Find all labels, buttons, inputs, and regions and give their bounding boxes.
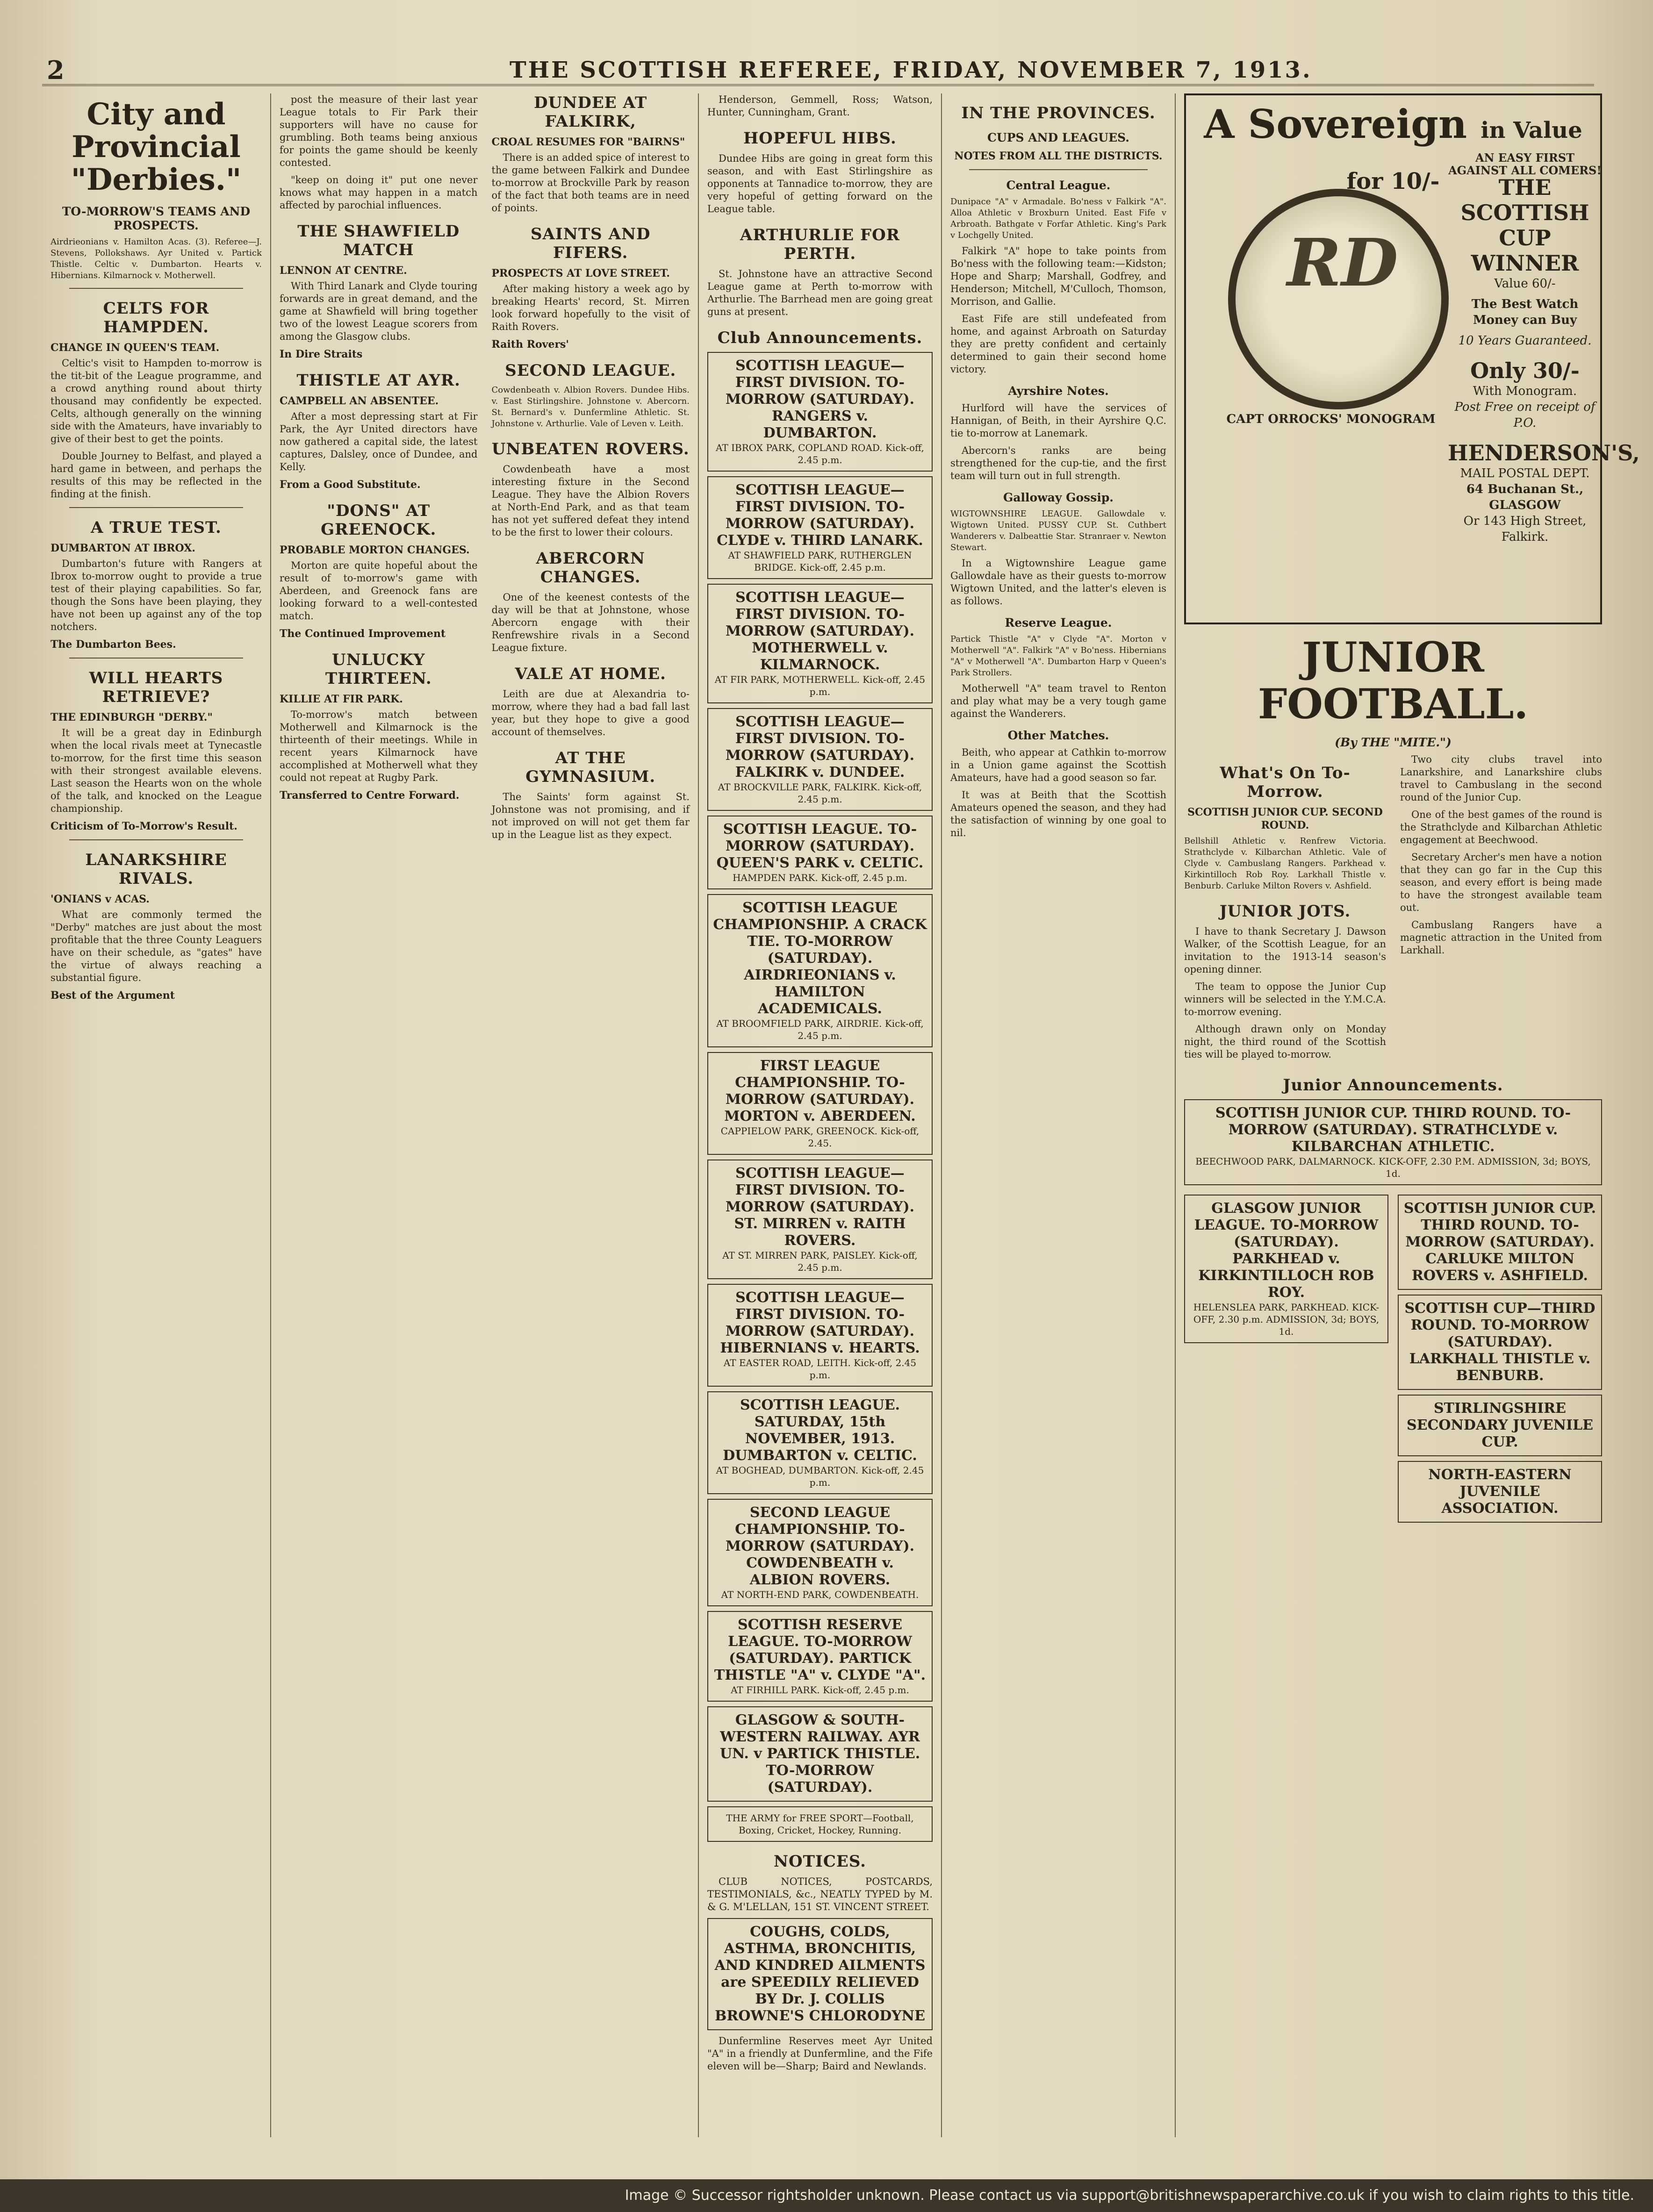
junior-announcement: [1398, 1395, 1602, 1456]
article-heading: THE SHAWFIELD MATCH: [297, 222, 460, 259]
announcement-venue: AT FIRHILL PARK. Kick-off, 2.45 p.m.: [731, 1684, 909, 1696]
article-paragraph: Dundee Hibs are going in great form this season, and with East Stirlingshire as opponents at Tannadice to-morrow, they are very hopeful of getting forward on the League table.: [707, 153, 933, 215]
advert-headline: A Sovereign: [1204, 101, 1467, 147]
article-heading: Reserve League.: [1005, 616, 1112, 630]
article-subheading: CHANGE IN QUEEN'S TEAM.: [50, 342, 220, 354]
article-heading: VALE AT HOME.: [515, 665, 667, 683]
announcement-title: NORTH-EASTERN JUVENILE ASSOCIATION.: [1428, 1467, 1572, 1517]
junior-football-heading: JUNIOR FOOTBALL.: [1258, 633, 1529, 728]
divider: [969, 169, 1148, 170]
section-subheading: CUPS AND LEAGUES.: [987, 131, 1129, 144]
article-paragraph: Beith, who appear at Cathkin to-morrow in a Union game against the Scottish Amateurs, have had a good season so far.: [950, 747, 1166, 783]
advert-monogram: With Monogram.: [1473, 384, 1577, 398]
announcement-title: SCOTTISH LEAGUE—FIRST DIVISION. TO-MORROW (SATURDAY). CLYDE v. THIRD LANARK.: [717, 482, 923, 549]
advert-address: 64 Buchanan St., GLASGOW: [1466, 482, 1584, 512]
article-paragraph: In a Wigtownshire League game Gallowdale have as their guests to-morrow Wigtown United, and the latter's eleven is as follows.: [950, 558, 1166, 607]
junior-notes-column: [1400, 753, 1602, 1066]
article-paragraph: One of the best games of the round is the Strathclyde and Kilbarchan Athletic engagement at Beechwood.: [1400, 809, 1602, 845]
article-paragraph: Secretary Archer's men have a notion that they can go far in the Cup this season, and every effort is being made to have the strongest available team out.: [1400, 852, 1602, 913]
article-paragraph: The team to oppose the Junior Cup winners will be selected in the Y.M.C.A. to-morrow evening.: [1184, 981, 1386, 1017]
article-heading: Other Matches.: [1007, 729, 1109, 742]
advert-best: The Best Watch Money can Buy: [1471, 297, 1579, 327]
article-paragraph: Morton are quite hopeful about the result of to-morrow's game with Aberdeen, and Greenock fans are looking forward to a well-contested match.: [280, 560, 478, 622]
article-subheading: LENNON AT CENTRE.: [280, 265, 407, 277]
announcement-title: STIRLINGSHIRE SECONDARY JUVENILE CUP.: [1406, 1400, 1594, 1450]
announcement-title: GLASGOW & SOUTH-WESTERN RAILWAY. AYR UN. v PARTICK THISTLE. TO-MORROW (SATURDAY).: [719, 1712, 920, 1796]
article-paragraph: Falkirk "A" hope to take points from Bo'ness with the following team:—Kidston; Hope and Sharp; Marshall, Godfrey, and Henderson; Mitchell, M'Culloch, Thomson, Morrison, and Gallie.: [950, 245, 1166, 307]
article-heading: LANARKSHIRE RIVALS.: [85, 851, 227, 888]
notices-text: CLUB NOTICES, POSTCARDS, TESTIMONIALS, &c., NEATLY TYPED by M. & G. M'LELLAN, 151 ST. VINCENT STREET.: [707, 1876, 933, 1912]
article-paragraph: Double Journey to Belfast, and played a hard game in between, and perhaps the results of this may be reflected in the finding at the finish.: [50, 451, 262, 500]
advert-cup: THE SCOTTISH CUP WINNER: [1460, 175, 1589, 276]
announcement-venue: AT EASTER ROAD, LEITH. Kick-off, 2.45 p.m.: [723, 1357, 917, 1381]
article-paragraph: East Fife are still undefeated from home, and against Arbroath on Saturday they are pretty confident and certainly determined to gain their second home victory.: [950, 313, 1166, 375]
article-paragraph: One of the keenest contests of the day will be that at Johnstone, whose Abercorn engage with their Renfrewshire rivals in a Second League fixture.: [491, 592, 690, 653]
advert-caption: CAPT ORROCKS' MONOGRAM: [1226, 412, 1436, 426]
announcement-title: GLASGOW JUNIOR LEAGUE. TO-MORROW (SATURDAY). PARKHEAD v. KIRKINTILLOCH ROB ROY.: [1194, 1200, 1379, 1301]
article-heading: HOPEFUL HIBS.: [743, 129, 897, 148]
advert-guarantee: 10 Years Guaranteed.: [1458, 334, 1592, 348]
article-subheading: KILLIE AT FIR PARK.: [280, 693, 403, 705]
article-subheading: CAMPBELL AN ABSENTEE.: [280, 395, 439, 407]
article-paragraph: It was at Beith that the Scottish Amateurs opened the season, and they had the satisfaction of winning by one goal to nil.: [950, 789, 1166, 838]
article-subheading: CROAL RESUMES FOR "BAIRNS": [491, 136, 685, 148]
article-heading: DUNDEE AT FALKIRK,: [534, 93, 647, 131]
announcement-venue: AT IBROX PARK, COPLAND ROAD. Kick-off, 2.45 p.m.: [716, 442, 924, 465]
army-advert: [707, 1806, 933, 1842]
whats-on-heading: What's On To-Morrow.: [1220, 764, 1351, 801]
column-2-flow: [280, 93, 690, 2137]
column-5: [1176, 93, 1640, 2137]
article-paragraph: Celtic's visit to Hampden to-morrow is the tit-bit of the League programme, and a crowd anything round about thirty thousand may confidently be expected. Celts, although generally on the winning side with the Amateurs, have invariably to give of their best to get the points.: [50, 358, 262, 444]
article-crosshead: The Continued Improvement: [280, 628, 446, 640]
announcement-title: SCOTTISH JUNIOR CUP. THIRD ROUND. TO-MORROW (SATURDAY). STRATHCLYDE v. KILBARCHAN ATHLETIC.: [1215, 1105, 1571, 1155]
fixtures-list: Dunipace "A" v Armadale. Bo'ness v Falkirk "A". Alloa Athletic v Broxburn United. East Fife v Arbroath. Bathgate v Forfar Athletic. King's Park v Lochgelly United.: [950, 197, 1166, 240]
junior-announcements-heading: Junior Announcements.: [1283, 1076, 1503, 1095]
masthead: [42, 51, 1594, 86]
junior-columns: [1184, 753, 1602, 1066]
club-announcement: [707, 816, 933, 889]
club-announcement: [707, 352, 933, 472]
club-announcement: [707, 1052, 933, 1155]
article-crosshead: From a Good Substitute.: [280, 479, 421, 491]
announcement-title: SCOTTISH LEAGUE—FIRST DIVISION. TO-MORROW (SATURDAY). HIBERNIANS v. HEARTS.: [720, 1289, 920, 1356]
notices-heading: NOTICES.: [773, 1852, 867, 1871]
announcement-venue: HAMPDEN PARK. Kick-off, 2.45 p.m.: [733, 872, 907, 883]
sovereign-watch-advert: [1184, 93, 1640, 624]
article-crosshead: Best of the Argument: [50, 989, 175, 1002]
announcements-heading: Club Announcements.: [717, 329, 923, 347]
article-paragraph: After making history a week ago by breaking Hearts' record, St. Mirren look forward hopefully to the visit of Raith Rovers.: [491, 283, 690, 332]
column-3: [699, 93, 942, 2137]
junior-byline: (By THE "MITE."): [1335, 736, 1452, 749]
announcement-venue: HELENSLEA PARK, PARKHEAD. KICK-OFF, 2.30 p.m. ADMISSION, 3d; BOYS, 1d.: [1193, 1302, 1380, 1337]
announcement-title: SECOND LEAGUE CHAMPIONSHIP. TO-MORROW (SATURDAY). COWDENBEATH v. ALBION ROVERS.: [725, 1504, 915, 1588]
announcement-title: SCOTTISH LEAGUE CHAMPIONSHIP. A CRACK TIE. TO-MORROW (SATURDAY). AIRDRIEONIANS v. HAMILTON ACADEMICALS.: [713, 900, 927, 1017]
whats-on-subheading: SCOTTISH JUNIOR CUP. SECOND ROUND.: [1187, 806, 1383, 831]
article-heading: Central League.: [1006, 179, 1111, 192]
announcement-title: SCOTTISH LEAGUE—FIRST DIVISION. TO-MORROW (SATURDAY). ST. MIRREN v. RAITH ROVERS.: [725, 1165, 915, 1249]
article-subheading: PROBABLE MORTON CHANGES.: [280, 544, 470, 556]
advert-shop: HENDERSON'S,: [1448, 440, 1640, 465]
announcement-venue: CAPPIELOW PARK, GREENOCK. Kick-off, 2.45.: [720, 1125, 920, 1149]
article-heading: ABERCORN CHANGES.: [536, 549, 645, 587]
pocket-watch-icon: [1228, 189, 1449, 409]
advert-side-text: [1448, 175, 1640, 545]
announcement-venue: AT BOGHEAD, DUMBARTON. Kick-off, 2.45 p.m.: [716, 1465, 924, 1488]
article-paragraph: Abercorn's ranks are being strengthened for the cup-tie, and the first team will turn out in full strength.: [950, 445, 1166, 481]
masthead-title: THE SCOTTISH REFEREE, FRIDAY, NOVEMBER 7, 1913.: [510, 57, 1312, 83]
page-number: 2: [47, 55, 65, 85]
article-crosshead: The Dumbarton Bees.: [50, 638, 176, 651]
fixtures-list: Bellshill Athletic v. Renfrew Victoria. Strathclyde v. Kilbarchan Athletic. Vale of Clyde v. Cambuslang Rangers. Parkhead v. Kirkintilloch Rob Roy. Larkhall Thistle v. Benburb. Carluke Milton Rovers v. Ashfield.: [1184, 836, 1386, 891]
announcement-venue: AT NORTH-END PARK, COWDENBEATH.: [721, 1589, 919, 1600]
article-paragraph: With Third Lanark and Clyde touring forwards are in great demand, and the game at Shawfield will bring together two of the lowest League scorers from among the Glasgow clubs.: [280, 280, 478, 342]
chlorodyne-advert: [707, 1918, 933, 2030]
article-paragraph: Hurlford will have the services of Hannigan, of Beith, in their Ayrshire Q.C. tie to-morrow at Lanemark.: [950, 402, 1166, 439]
article-paragraph: post the measure of their last year League totals to Fir Park their supporters will have no cause for grumbling. Both teams being anxious for points the game should be keenly contested.: [280, 94, 478, 168]
article-heading: A TRUE TEST.: [91, 518, 222, 537]
article-heading: Galloway Gossip.: [1003, 491, 1114, 504]
whats-on-column: [1184, 753, 1386, 1066]
announcement-venue: AT BROOMFIELD PARK, AIRDRIE. Kick-off, 2.45 p.m.: [716, 1018, 924, 1041]
article-paragraph: Motherwell "A" team travel to Renton and play what may be a very tough game against the Wanderers.: [950, 683, 1166, 719]
announcement-venue: AT BROCKVILLE PARK, FALKIRK. Kick-off, 2.45 p.m.: [718, 781, 922, 805]
announcement-text: THE ARMY for FREE SPORT—Football, Boxing, Cricket, Hockey, Running.: [726, 1812, 914, 1836]
article-heading: CELTS FOR HAMPDEN.: [103, 299, 209, 336]
club-announcement: [707, 708, 933, 811]
club-announcement: [707, 476, 933, 579]
advert-post: Post Free on receipt of P.O.: [1454, 400, 1596, 430]
article-paragraph: "keep on doing it" put one never knows what may happen in a match affected by parochial influences.: [280, 174, 478, 211]
fixtures-list: Cowdenbeath v. Albion Rovers. Dundee Hibs. v. East Stirlingshire. Johnstone v. Abercorn. St. Bernard's v. Dunfermline Athletic. St. Johnstone v. Arthurlie. Vale of Leven v. Leith.: [491, 385, 690, 429]
advert-price: Only 30/-: [1470, 358, 1580, 383]
announcement-title: SCOTTISH JUNIOR CUP. THIRD ROUND. TO-MORROW (SATURDAY). CARLUKE MILTON ROVERS v. ASHFIELD.: [1403, 1200, 1596, 1284]
article-paragraph: After a most depressing start at Fir Park, the Ayr United directors have now gathered a capital side, the latest captures, Dalsley, once of Dundee, and Kelly.: [280, 411, 478, 472]
divider: [69, 507, 243, 508]
announcement-venue: AT SHAWFIELD PARK, RUTHERGLEN BRIDGE. Kick-off, 2.45 p.m.: [728, 550, 912, 573]
club-announcement: [707, 584, 933, 703]
article-heading: "DONS" AT GREENOCK.: [321, 501, 437, 539]
club-announcement: [707, 1284, 933, 1387]
divider: [69, 658, 243, 659]
announcement-title: SCOTTISH LEAGUE—FIRST DIVISION. TO-MORROW (SATURDAY). MOTHERWELL v. KILMARNOCK.: [725, 589, 915, 673]
junior-announcement: [1184, 1195, 1388, 1343]
article-paragraph: Dumbarton's future with Rangers at Ibrox to-morrow ought to provide a true test of their playing capabilities. So far, though the Sons have been playing, they have not been up against any of the top notchers.: [50, 558, 262, 632]
announcement-venue: BEECHWOOD PARK, DALMARNOCK. KICK-OFF, 2.30 P.M. ADMISSION, 3d; BOYS, 1d.: [1195, 1156, 1591, 1179]
announcement-venue: AT ST. MIRREN PARK, PAISLEY. Kick-off, 2.45 p.m.: [722, 1250, 918, 1273]
column-4: [942, 93, 1176, 2137]
column-1: [42, 93, 271, 2137]
article-paragraph: Although drawn only on Monday night, the third round of the Scottish ties will be played to-morrow.: [1184, 1024, 1386, 1060]
club-announcement: [707, 1160, 933, 1279]
article-heading: ARTHURLIE FOR PERTH.: [740, 226, 900, 263]
club-announcement: [707, 1391, 933, 1494]
fixtures-list: WIGTOWNSHIRE LEAGUE. Gallowdale v. Wigtown United. PUSSY CUP. St. Cuthbert Wanderers v. Dalbeattie Star. Stranraer v. Newton Stewart.: [950, 509, 1166, 552]
article-paragraph: Henderson, Gemmell, Ross; Watson, Hunter, Cunningham, Grant.: [707, 94, 933, 118]
article-heading: WILL HEARTS RETRIEVE?: [89, 669, 223, 706]
article-paragraph: To-morrow's match between Motherwell and Kilmarnock is the thirteenth of their meetings. While in recent years Kilmarnock have accomplished at Motherwell what they could not repeat at Rugby Park.: [280, 709, 478, 783]
junior-announcement: [1398, 1195, 1602, 1290]
section-subheading: NOTES FROM ALL THE DISTRICTS.: [954, 150, 1163, 162]
article-crosshead: Raith Rovers': [491, 338, 569, 351]
fixtures-list: Partick Thistle "A" v Clyde "A". Morton v Motherwell "A". Falkirk "A" v Bo'ness. Hibernians "A" v Motherwell "A". Dumbarton Harp v Queen's Park Strollers.: [950, 634, 1166, 678]
article-heading: AT THE GYMNASIUM.: [525, 749, 656, 786]
announcement-title: SCOTTISH RESERVE LEAGUE. TO-MORROW (SATURDAY). PARTICK THISTLE "A" v. CLYDE "A".: [714, 1617, 926, 1683]
advert-address-2: Or 143 High Street, Falkirk.: [1463, 514, 1587, 544]
advert-shop-dept: MAIL POSTAL DEPT.: [1460, 466, 1590, 480]
article-paragraph: It will be a great day in Edinburgh when the local rivals meet at Tynecastle to-morrow, for the first time this season with their strongest available elevens. Last season the Hearts won on the whole of the talk, and knocked on the League championship.: [50, 727, 262, 814]
article-heading: SAINTS AND FIFERS.: [530, 225, 651, 262]
jots-heading: JUNIOR JOTS.: [1219, 902, 1351, 921]
article-paragraph: Leith are due at Alexandria to-morrow, where they had a bad fall last year, but they hope to give a good account of themselves.: [491, 688, 690, 737]
announcement-venue: AT FIR PARK, MOTHERWELL. Kick-off, 2.45 p.m.: [714, 674, 926, 697]
advert-text: COUGHS, COLDS, ASTHMA, BRONCHITIS, AND KINDRED AILMENTS are SPEEDILY RELIEVED BY Dr. J. COLLIS BROWNE'S CHLORODYNE: [714, 1924, 926, 2024]
club-announcement: [707, 1611, 933, 1702]
advert-value: in Value for 10/-: [1346, 117, 1582, 194]
article-paragraph: The Saints' form against St. Johnstone was not promising, and if not improved on will not get them far up in the League list as they expect.: [491, 791, 690, 840]
announcement-title: FIRST LEAGUE CHAMPIONSHIP. TO-MORROW (SATURDAY). MORTON v. ABERDEEN.: [724, 1058, 916, 1124]
announcement-title: SCOTTISH LEAGUE. SATURDAY, 15th NOVEMBER, 1913. DUMBARTON v. CELTIC.: [723, 1397, 917, 1464]
club-announcement: [707, 894, 933, 1047]
junior-announcement-grid: [1184, 1190, 1602, 1527]
railway-announcement: [707, 1706, 933, 1802]
article-heading: UNLUCKY THIRTEEN.: [325, 651, 432, 688]
article-crosshead: In Dire Straits: [280, 348, 363, 360]
copyright-footer: Image © Successor rightsholder unknown. Please contact us via support@britishnewspaperarchive.co.uk if you wish to claim rights to this title.: [0, 2179, 1653, 2212]
divider: [69, 839, 243, 840]
article-heading: SECOND LEAGUE.: [505, 361, 676, 380]
article-subheading: PROSPECTS AT LOVE STREET.: [491, 267, 670, 279]
advert-tagline: AN EASY FIRST AGAINST ALL COMERS!: [1448, 151, 1602, 177]
advert-cup-value: Value 60/-: [1494, 277, 1556, 291]
article-paragraph: Two city clubs travel into Lanarkshire, and Lanarkshire clubs travel to Cambuslang in the second round of the Junior Cup.: [1400, 754, 1602, 803]
article-paragraph: What are commonly termed the "Derby" matches are just about the most profitable that the three County Leaguers have on their schedule, as "gates" have the virtue of always reaching a substantial figure.: [50, 909, 262, 983]
article-paragraph: I have to thank Secretary J. Dawson Walker, of the Scottish League, for an invitation to the 1913-14 season's opening dinner.: [1184, 926, 1386, 975]
fixtures-list: Airdrieonians v. Hamilton Acas. (3). Referee—J. Stevens, Pollokshaws. Ayr United v. Partick Thistle. Celtic v. Dumbarton. Hearts v. Hibernians. Kilmarnock v. Motherwell.: [50, 237, 262, 280]
section-heading: IN THE PROVINCES.: [961, 104, 1156, 122]
junior-announcement: [1184, 1099, 1602, 1185]
article-subheading: 'ONIANS v ACAS.: [50, 893, 150, 905]
junior-announcement: [1398, 1461, 1602, 1523]
article-paragraph: There is an added spice of interest to the game between Falkirk and Dundee to-morrow at Brockville Park by reason of the fact that both teams are in need of points.: [491, 152, 690, 214]
junior-announcement: [1398, 1295, 1602, 1390]
article-heading: UNBEATEN ROVERS.: [491, 440, 690, 458]
divider: [69, 288, 243, 289]
article-heading: THISTLE AT AYR.: [296, 371, 461, 390]
article-paragraph: St. Johnstone have an attractive Second League game at Perth to-morrow with Arthurlie. The Barrhead men are going great guns at present.: [707, 268, 933, 317]
column-2: [271, 93, 699, 2137]
article-subheading: DUMBARTON AT IBROX.: [50, 542, 196, 554]
subhead-teams: TO-MORROW'S TEAMS AND PROSPECTS.: [62, 205, 251, 232]
announcement-title: SCOTTISH LEAGUE—FIRST DIVISION. TO-MORROW (SATURDAY). RANGERS v. DUMBARTON.: [725, 358, 915, 441]
article-paragraph: Dunfermline Reserves meet Ayr United "A" in a friendly at Dunfermline, and the Fife eleven will be—Sharp; Baird and Newlands.: [707, 2035, 933, 2072]
article-subheading: THE EDINBURGH "DERBY.": [50, 711, 213, 723]
article-paragraph: Cambuslang Rangers have a magnetic attraction in the United from Larkhall.: [1400, 919, 1602, 956]
article-heading: Ayrshire Notes.: [1008, 384, 1109, 398]
club-announcement: [707, 1499, 933, 1606]
article-crosshead: Criticism of To-Morrow's Result.: [50, 820, 237, 832]
article-paragraph: Cowdenbeath have a most interesting fixture in the Second League. They have the Albion Rovers at North-End Park, and as that team has not yet suffered defeat they intend to be the first to lower their colours.: [491, 464, 690, 538]
article-crosshead: Transferred to Centre Forward.: [280, 789, 460, 802]
announcement-title: SCOTTISH LEAGUE. TO-MORROW (SATURDAY). QUEEN'S PARK v. CELTIC.: [716, 821, 924, 871]
announcement-title: SCOTTISH CUP—THIRD ROUND. TO-MORROW (SATURDAY). LARKHALL THISTLE v. BENBURB.: [1404, 1300, 1596, 1384]
announcement-title: SCOTTISH LEAGUE—FIRST DIVISION. TO-MORROW (SATURDAY). FALKIRK v. DUNDEE.: [725, 714, 915, 780]
headline-derbies: City and Provincial "Derbies.": [71, 97, 242, 197]
